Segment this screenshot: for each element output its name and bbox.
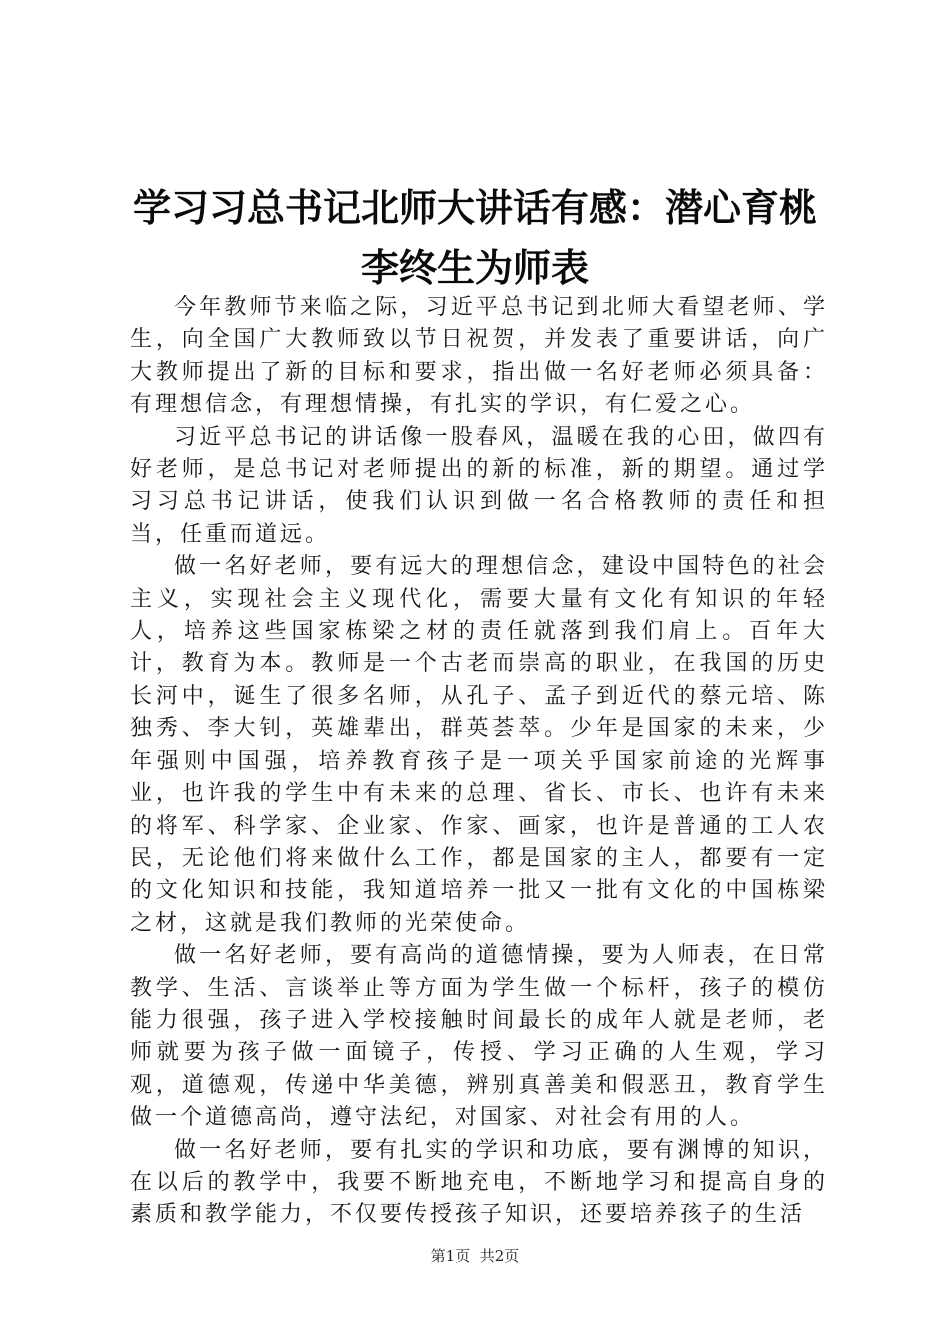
paragraph: 做一名好老师，要有高尚的道德情操，要为人师表，在日常教学、生活、言谈举止等方面为学生做一个标杆，孩子的模仿能力很强，孩子进入学校接触时间最长的成年人就是老师，老师就要为孩子做一面镜子，传授、学习正确的人生观，学习观，道德观，传递中华美德，辨别真善美和假恶丑，教育学生做一个道德高尚，遵守法纪，对国家、对社会有用的人。 [130,943,828,1131]
paragraph: 做一名好老师，要有扎实的学识和功底，要有渊博的知识，在以后的教学中，我要不断地充电，不断地学习和提高自身的素质和教学能力，不仅要传授孩子知识，还要培养孩子的生活 [130,1137,828,1228]
footer-separator [470,1247,480,1265]
document-body [130,292,828,1232]
page-number: 第1页 [430,1247,471,1265]
paragraph: 习近平总书记的讲话像一股春风，温暖在我的心田，做四有好老师，是总书记对老师提出的新的标准，新的期望。通过学习习总书记讲话，使我们认识到做一名合格教师的责任和担当，任重而道远。 [130,424,828,547]
page-footer [0,1246,950,1266]
page-title: 学习习总书记北师大讲话有感：潜心育桃李终生为师表 [132,186,817,290]
paragraph: 做一名好老师，要有远大的理想信念，建设中国特色的社会主义，实现社会主义现代化，需要大量有文化有知识的年轻人，培养这些国家栋梁之材的责任就落到我们肩上。百年大计，教育为本。教师是一个古老而崇高的职业，在我国的历史长河中，诞生了很多名师，从孔子、孟子到近代的蔡元培、陈独秀、李大钊，英雄辈出，群英荟萃。少年是国家的未来，少年强则中国强，培养教育孩子是一项关乎国家前途的光辉事业，也许我的学生中有未来的总理、省长、市长、也许有未来的将军、科学家、企业家、作家、画家，也许是普通的工人农民，无论他们将来做什么工作，都是国家的主人，都要有一定的文化知识和技能，我知道培养一批又一批有文化的中国栋梁之材，这就是我们教师的光荣使命。 [130,554,828,936]
page-total: 共2页 [479,1247,520,1265]
paragraph: 今年教师节来临之际，习近平总书记到北师大看望老师、学生，向全国广大教师致以节日祝贺，并发表了重要讲话，向广大教师提出了新的目标和要求，指出做一名好老师必须具备：有理想信念，有理想情操，有扎实的学识，有仁爱之心。 [130,295,828,418]
